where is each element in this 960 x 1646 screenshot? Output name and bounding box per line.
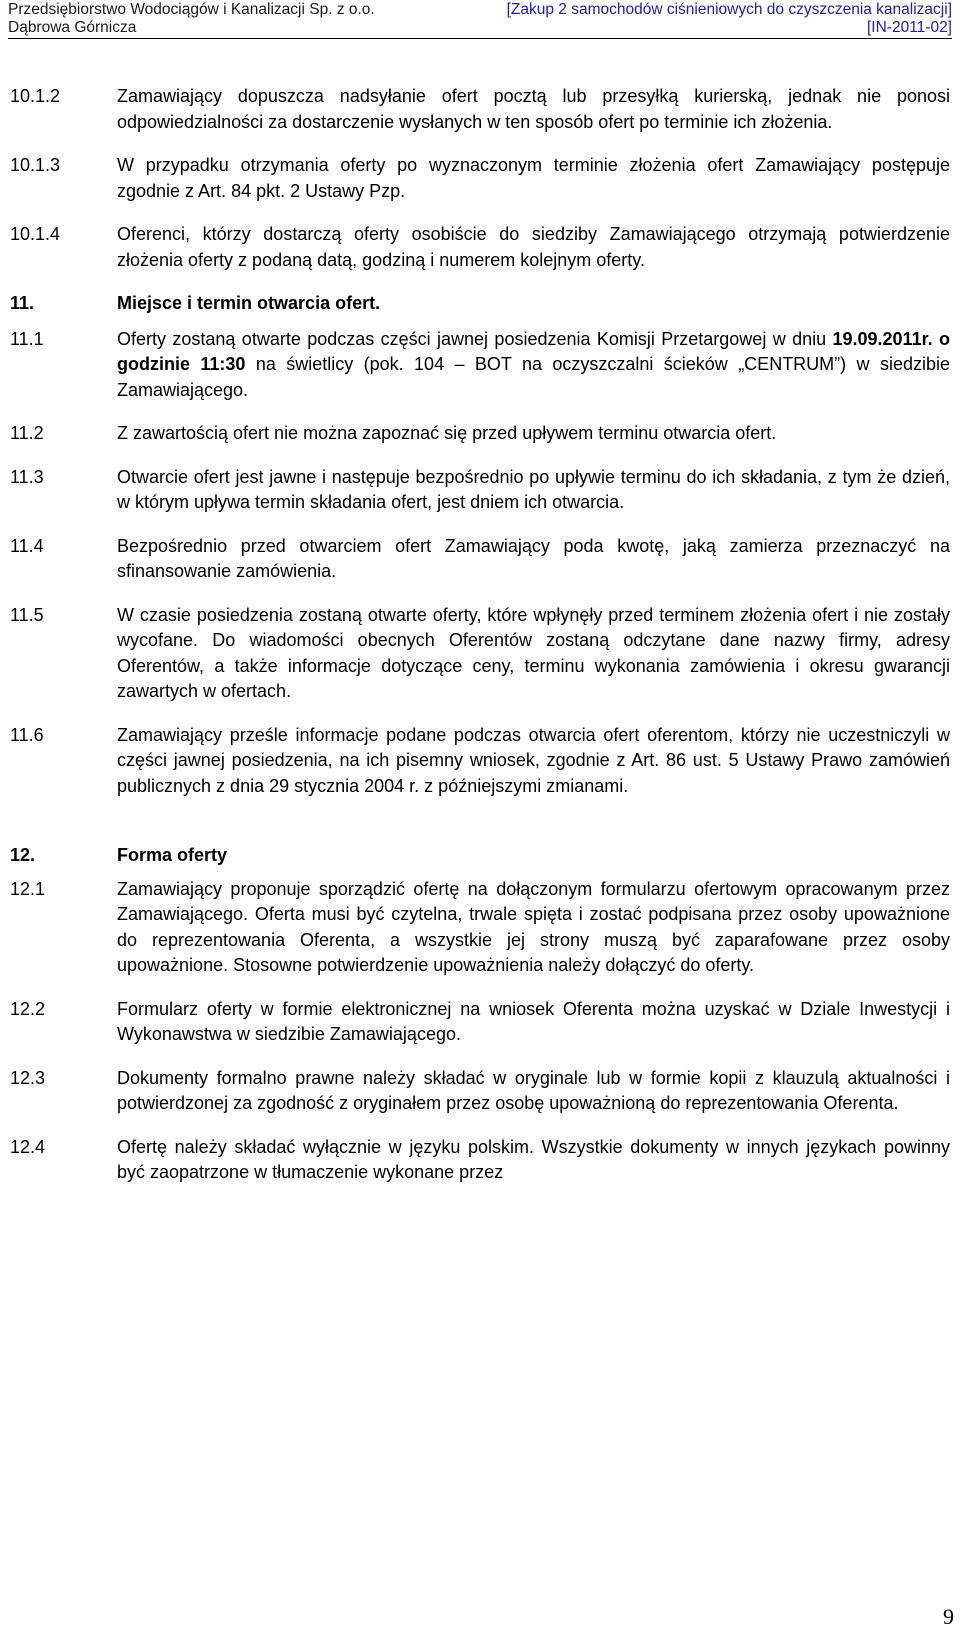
section-text: Ofertę należy składać wyłącznie w języku polskim. Wszystkie dokumenty w innych językach powinny być zaopatrzone w tłumaczenie wykonane przez [117,1136,950,1182]
section-number: 12. [10,845,36,865]
section-text: Dokumenty formalno prawne należy składać w oryginale lub w formie kopii z klauzulą aktualności i potwierdzonej za zgodność z oryginałem przez osobę upoważnioną do reprezentowania Oferenta. [117,1067,950,1113]
section-text: Formularz oferty w formie elektronicznej na wniosek Oferenta można uzyskać w Dziale Inwestycji i Wykonawstwa w siedzibie Zamawiającego. [117,998,950,1044]
section-number: 10.1.2 [10,86,61,106]
section-text [117,327,950,404]
section-12-heading [10,843,950,869]
opening-time: o godzinie 11:30 [117,328,950,374]
section-11-6 [10,723,950,800]
section-10-1-2 [10,84,950,135]
header-company-name: Przedsiębiorstwo Wodociągów i Kanalizacji Sp. z o.o. [8,1,375,18]
section-heading: Miejsce i termin otwarcia ofert. [117,293,381,313]
header-company-city: Dąbrowa Górnicza [8,19,137,36]
section-text: W przypadku otrzymania oferty po wyznaczonym terminie złożenia ofert Zamawiający postępuje zgodnie z Art. 84 pkt. 2 Ustawy Pzp. [117,155,950,201]
section-text: Zamawiający dopuszcza nadsyłanie ofert pocztą lub przesyłką kurierską, jednak nie ponosi odpowiedzialności za dostarczenie wysłanych w ten sposób ofert po terminie ich złożenia. [117,86,950,132]
document-body [10,84,950,1204]
section-12-1 [10,877,950,979]
section-number: 11.2 [10,423,44,443]
text-part: Oferty zostaną otwarte podczas części jawnej posiedzenia Komisji Przetargowej w dniu [117,328,833,349]
section-number: 12.3 [10,1067,46,1088]
section-11-1 [10,327,950,404]
section-11-3 [10,465,950,516]
section-number: 11.1 [10,328,44,349]
section-text: Zamawiający proponuje sporządzić ofertę na dołączonym formularzu ofertowym opracowanym przez Zamawiającego. Oferta musi być czytelna, trwale spięta i zostać podpisana przez osoby upoważnione do reprezentowania Oferenta, a wszystkie jej strony muszą być zaparafowane przez osoby upoważnione. Stosowne potwierdzenie upoważnienia należy dołączyć do oferty. [117,878,950,975]
section-number: 11.4 [10,535,44,556]
section-number: 11. [10,293,35,313]
section-11-2 [10,421,950,447]
section-number: 12.2 [10,998,46,1019]
section-12-2 [10,997,950,1048]
text-part: na świetlicy (pok. 104 – BOT na oczyszczalni ścieków „CENTRUM”) w siedzibie Zamawiającego. [117,354,950,400]
section-12-3 [10,1066,950,1117]
page-header [8,0,952,39]
section-text: Z zawartością ofert nie można zapoznać się przed upływem terminu otwarcia ofert. [117,423,777,443]
opening-date: 19.09.2011r. [832,328,933,349]
page-number: 9 [943,1604,954,1629]
section-10-1-4 [10,222,950,273]
header-tender-code: [IN-2011-02] [866,19,952,36]
section-11-4 [10,534,950,585]
section-heading: Forma oferty [117,845,228,865]
section-number: 11.6 [10,724,44,745]
section-number: 10.1.3 [10,155,61,175]
section-text: W czasie posiedzenia zostaną otwarte oferty, które wpłynęły przed terminem złożenia ofert i nie zostały wycofane. Do wiadomości obecnych Oferentów zostaną odczytane dane nazwy firmy, adresy Oferentów, a także informacje dotyczące ceny, terminu wykonania zamówienia i okresu gwarancji zawartych w ofertach. [117,604,950,701]
section-number: 11.3 [10,466,44,487]
header-company [8,1,375,37]
section-text: Otwarcie ofert jest jawne i następuje bezpośrednio po upływie terminu do ich składania, z tym że dzień, w którym upływa termin składania ofert, jest dniem ich otwarcia. [117,466,950,512]
section-11-5 [10,603,950,705]
section-11-heading [10,291,950,317]
section-12-4 [10,1135,950,1186]
section-number: 10.1.4 [10,224,61,244]
section-number: 12.1 [10,878,46,899]
section-number: 11.5 [10,604,44,625]
section-text: Bezpośrednio przed otwarciem ofert Zamawiający poda kwotę, jaką zamierza przeznaczyć na sfinansowanie zamówienia. [117,535,950,581]
header-tender-title: [Zakup 2 samochodów ciśnieniowych do czyszczenia kanalizacji] [506,1,952,18]
section-text: Oferenci, którzy dostarczą oferty osobiście do siedziby Zamawiającego otrzymają potwierdzenie złożenia oferty z podaną datą, godziną i numerem kolejnym oferty. [117,224,950,270]
section-text: Zamawiający prześle informacje podane podczas otwarcia ofert oferentom, którzy nie uczestniczyli w części jawnej posiedzenia, na ich pisemny wniosek, zgodnie z Art. 86 ust. 5 Ustawy Prawo zamówień publicznych z dnia 29 stycznia 2004 r. z późniejszymi zmianami. [117,724,950,796]
header-tender [507,1,952,37]
section-number: 12.4 [10,1136,46,1157]
section-10-1-3 [10,153,950,204]
